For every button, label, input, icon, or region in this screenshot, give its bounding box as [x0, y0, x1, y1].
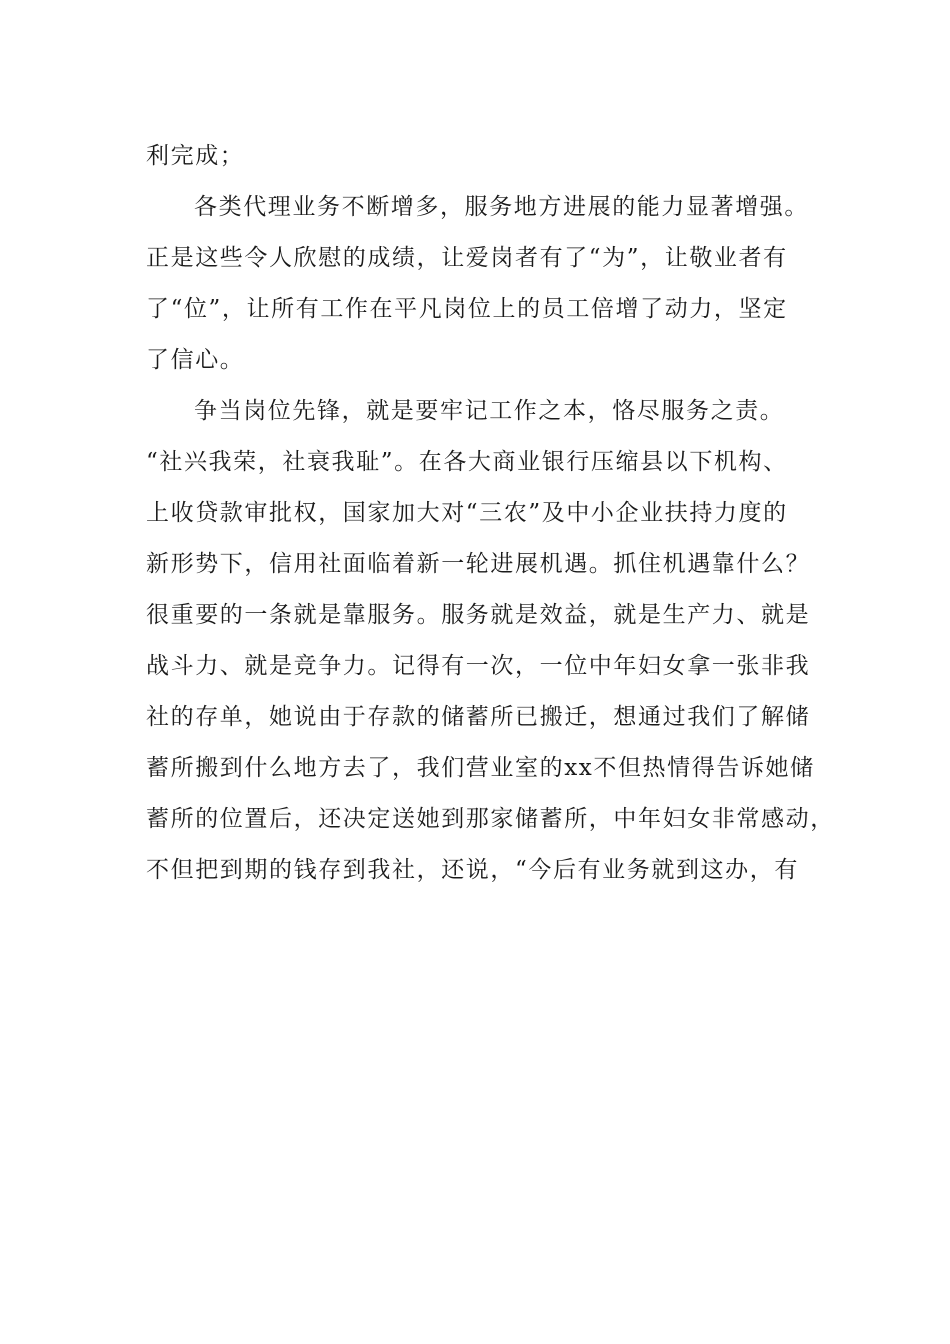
document-body	[146, 131, 835, 896]
text-line: 了“位”，让所有工作在平凡岗位上的员工倍增了动力，坚定	[146, 296, 788, 322]
text-line: “社兴我荣，社衰我耻”。在各大商业银行压缩县以下机构、	[146, 449, 788, 475]
text-line: 了信心。	[146, 347, 245, 373]
text-line: 很重要的一条就是靠服务。服务就是效益，就是生产力、就是	[146, 602, 811, 628]
text-line: 利完成；	[146, 143, 245, 169]
text-line: 战斗力、就是竞争力。记得有一次，一位中年妇女拿一张非我	[146, 653, 811, 679]
text-line: 上收贷款审批权，国家加大对“三农”及中小企业扶持力度的	[146, 500, 788, 526]
text-line: 蓄所的位置后，还决定送她到那家储蓄所，中年妇女非常感动，	[146, 806, 835, 832]
paragraph-first-line: 争当岗位先锋，就是要牢记工作之本，恪尽服务之责。	[194, 398, 785, 424]
paragraph-first-line: 各类代理业务不断增多，服务地方进展的能力显著增强。	[194, 194, 809, 220]
text-line: 新形势下，信用社面临着新一轮进展机遇。抓住机遇靠什么？	[146, 551, 811, 577]
text-line: 蓄所搬到什么地方去了，我们营业室的xx不但热情得告诉她储	[146, 755, 815, 781]
text-line: 正是这些令人欣慰的成绩，让爱岗者有了“为”，让敬业者有	[146, 245, 788, 271]
text-line: 社的存单，她说由于存款的储蓄所已搬迁，想通过我们了解储	[146, 704, 811, 730]
text-line: 不但把到期的钱存到我社，还说，“今后有业务就到这办，有	[146, 857, 799, 883]
